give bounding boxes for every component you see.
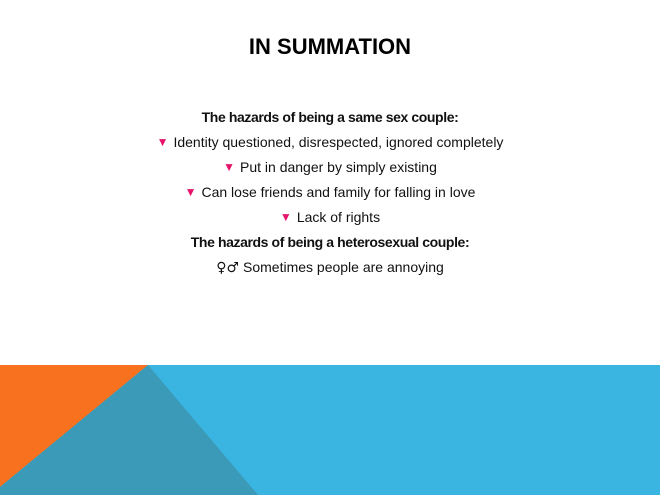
hetero-heading: The hazards of being a heterosexual couple: (190, 234, 470, 250)
list-item-text: Identity questioned, disrespected, ignored completely (173, 134, 504, 150)
triangle-down-icon: ▼ (156, 135, 169, 149)
list-item (0, 258, 660, 283)
triangle-down-icon: ▼ (223, 160, 235, 174)
triangle-down-icon: ▼ (184, 185, 197, 199)
list-item (0, 133, 660, 158)
triangle-down-icon: ▼ (279, 210, 292, 224)
list-item-text: Sometimes people are annoying (243, 259, 444, 275)
list-item (0, 158, 660, 183)
gender-symbols-icon: ♀♂ (216, 260, 239, 276)
list-item-text: Put in danger by simply existing (240, 159, 437, 175)
same-sex-heading: The hazards of being a same sex couple: (201, 109, 459, 125)
slide-title: IN SUMMATION (248, 34, 412, 59)
decorative-banner (0, 365, 660, 495)
list-item (0, 183, 660, 208)
list-item-text: Lack of rights (296, 209, 381, 225)
list-item-text: Can lose friends and family for falling in love (201, 184, 476, 200)
list-item (0, 208, 660, 233)
slide-content (0, 108, 660, 283)
